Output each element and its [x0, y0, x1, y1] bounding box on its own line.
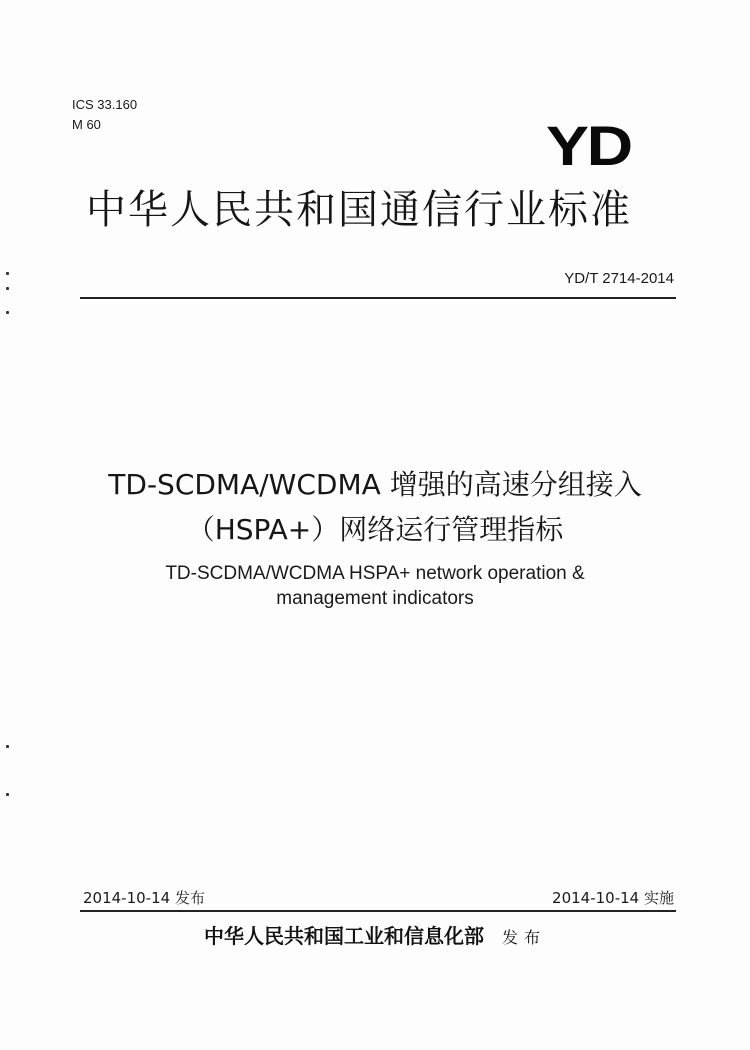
issuer-line: [0, 922, 750, 952]
scan-speck: [6, 287, 9, 290]
issuer-action: 发布: [501, 928, 546, 947]
scan-speck: [6, 272, 9, 275]
industry-standard-title: 中华人民共和国通信行业标准: [86, 187, 632, 233]
title-chinese-line-1: TD-SCDMA/WCDMA 增强的高速分组接入: [108, 468, 642, 501]
publish-date: 2014-10-14 发布: [83, 889, 205, 907]
issuer-name: 中华人民共和国工业和信息化部: [203, 924, 484, 948]
top-divider: [80, 297, 676, 299]
title-english-line-1: TD-SCDMA/WCDMA HSPA+ network operation &: [165, 563, 585, 584]
effective-date: 2014-10-14 实施: [552, 889, 674, 907]
yd-logo: YD: [546, 114, 631, 177]
scan-speck: [6, 311, 9, 314]
scan-speck: [6, 745, 9, 748]
title-chinese-line-2: （HSPA+）网络运行管理指标: [186, 513, 564, 546]
classification-code: M 60: [72, 117, 101, 132]
ics-code: ICS 33.160: [72, 97, 138, 112]
bottom-divider: [80, 910, 676, 912]
scan-speck: [6, 793, 9, 796]
title-english-line-2: management indicators: [276, 588, 474, 609]
classification-block: [72, 95, 137, 135]
standard-number: YD/T 2714-2014: [564, 270, 674, 287]
